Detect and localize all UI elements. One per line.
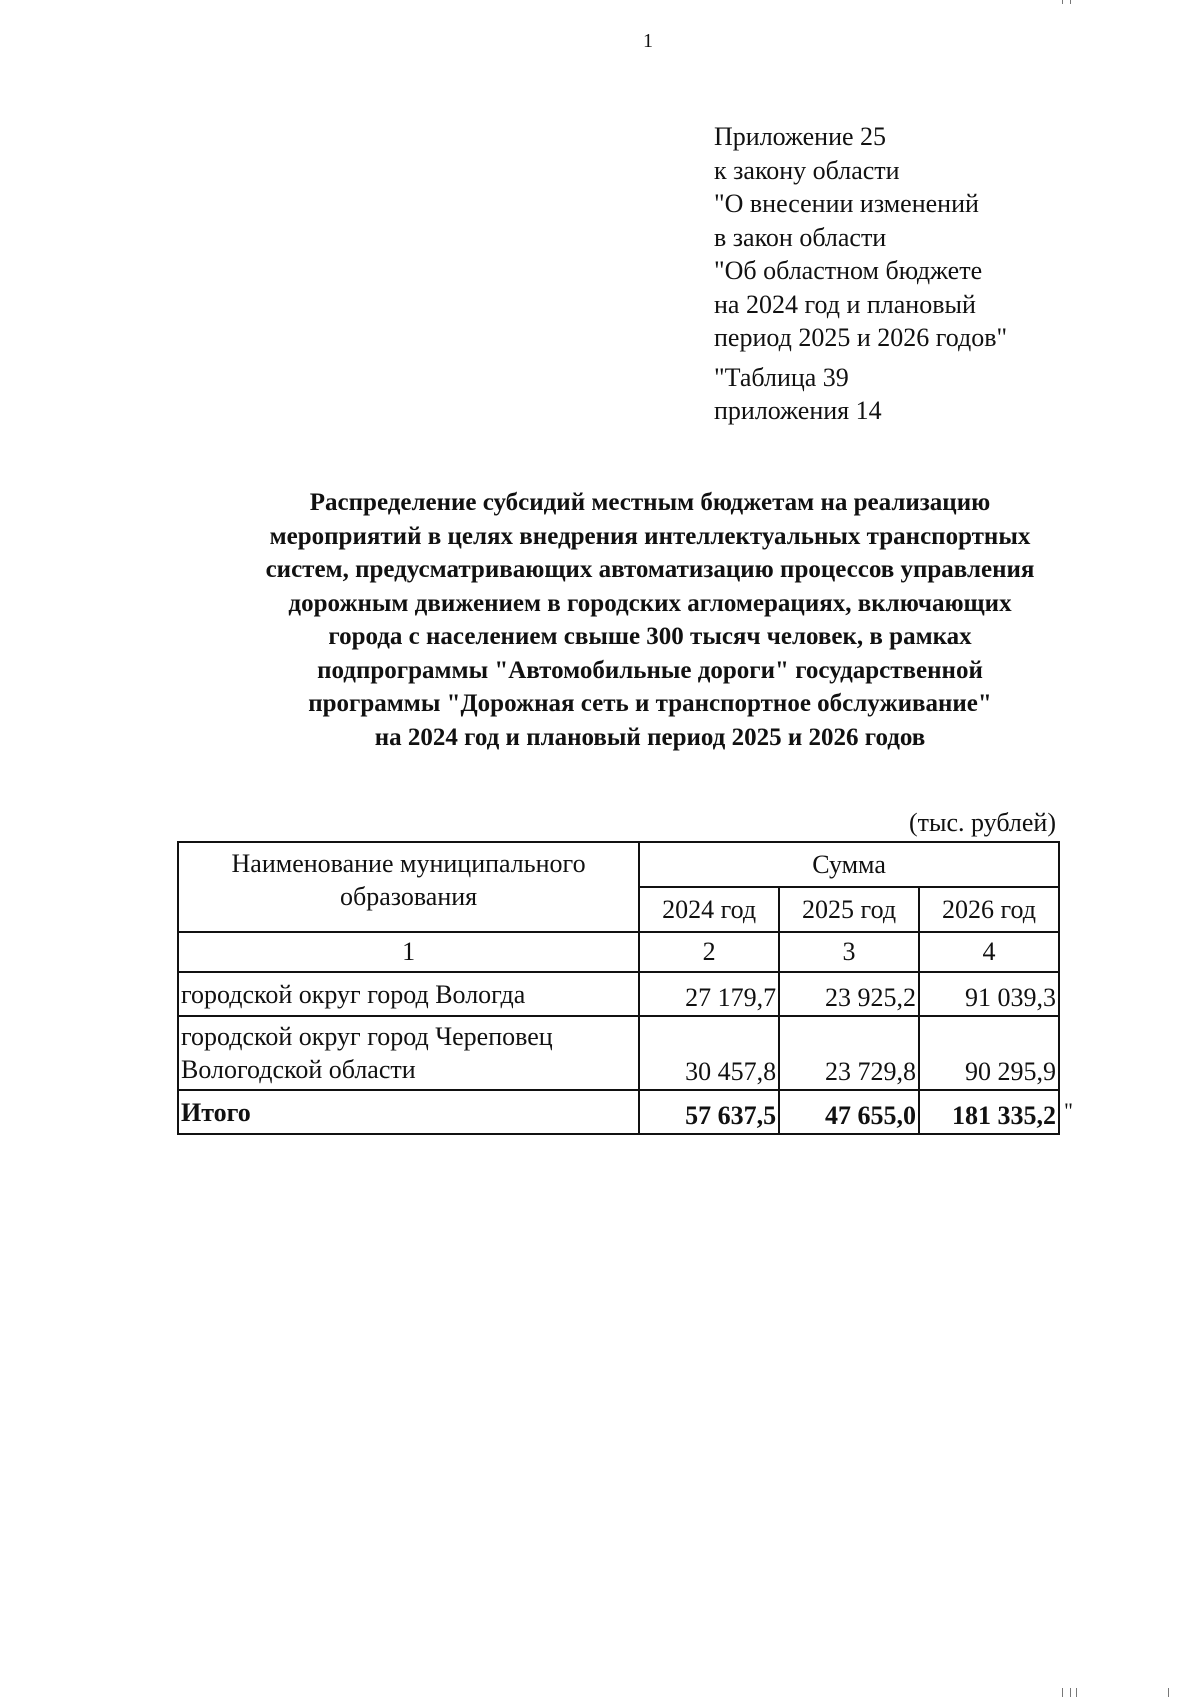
scan-artifact bbox=[1076, 1688, 1077, 1697]
total-label: Итого bbox=[178, 1090, 639, 1134]
title-line: дорожным движением в городских агломерациях, включающих bbox=[288, 589, 1012, 617]
scan-artifact bbox=[1070, 1688, 1071, 1697]
attachment-line: период 2025 и 2026 годов" bbox=[714, 323, 1008, 352]
value-2025: 23 925,2 bbox=[779, 972, 919, 1016]
attachment-line: "О внесении изменений bbox=[714, 189, 979, 218]
column-number: 1 bbox=[178, 932, 639, 972]
scan-artifact bbox=[1062, 0, 1063, 4]
total-2026: 181 335,2 bbox=[919, 1090, 1059, 1134]
units-note: (тыс. рублей) bbox=[908, 808, 1056, 837]
title-line: систем, предусматривающих автоматизацию процессов управления bbox=[265, 556, 1035, 583]
title-line: города с населением свыше 300 тысяч человек, в рамках bbox=[328, 623, 972, 650]
value-2026: 91 039,3 bbox=[919, 972, 1059, 1016]
attachment-note bbox=[714, 120, 1007, 428]
table-reference-line: "Таблица 39 bbox=[714, 362, 849, 392]
table-row bbox=[178, 1016, 1059, 1090]
title-line: программы "Дорожная сеть и транспортное обслуживание" bbox=[308, 690, 992, 717]
municipality-name: городской округ город Вологда bbox=[178, 972, 639, 1016]
table-reference-line: приложения 14 bbox=[714, 396, 882, 425]
title-line: подпрограммы "Автомобильные дороги" государственной bbox=[317, 656, 983, 684]
scan-artifact bbox=[1062, 1688, 1063, 1697]
attachment-line: "Об областном бюджете bbox=[714, 256, 983, 285]
attachment-line: к закону области bbox=[714, 155, 900, 185]
attachment-line: на 2024 год и плановый bbox=[714, 289, 976, 319]
header-sum: Сумма bbox=[639, 842, 1059, 887]
column-number: 4 bbox=[919, 932, 1059, 972]
value-2024: 30 457,8 bbox=[639, 1016, 779, 1090]
total-row bbox=[178, 1090, 1059, 1134]
document-title bbox=[150, 486, 1150, 754]
total-2024: 57 637,5 bbox=[639, 1090, 779, 1134]
subsidies-table bbox=[177, 841, 1060, 1135]
header-year-2025: 2025 год bbox=[779, 887, 919, 932]
closing-quote: " bbox=[1064, 1098, 1073, 1123]
attachment-line: в закон области bbox=[714, 222, 887, 252]
value-2026: 90 295,9 bbox=[919, 1016, 1059, 1090]
page-number: 1 bbox=[643, 30, 653, 52]
scan-artifact bbox=[1168, 1688, 1169, 1697]
value-2025: 23 729,8 bbox=[779, 1016, 919, 1090]
total-2025: 47 655,0 bbox=[779, 1090, 919, 1134]
column-number: 3 bbox=[779, 932, 919, 972]
title-line: Распределение субсидий местным бюджетам на реализацию bbox=[309, 489, 991, 516]
column-number: 2 bbox=[639, 932, 779, 972]
attachment-line: Приложение 25 bbox=[714, 122, 887, 151]
header-year-2024: 2024 год bbox=[639, 887, 779, 932]
header-municipality: Наименование муниципального образования bbox=[178, 842, 639, 932]
header-year-2026: 2026 год bbox=[919, 887, 1059, 932]
table-header-row bbox=[178, 842, 1059, 887]
municipality-name: городской округ город Череповец Вологодской области bbox=[178, 1016, 639, 1090]
table-row bbox=[178, 972, 1059, 1016]
value-2024: 27 179,7 bbox=[639, 972, 779, 1016]
title-line: мероприятий в целях внедрения интеллектуальных транспортных bbox=[269, 522, 1031, 550]
scan-artifact bbox=[1070, 0, 1071, 4]
column-number-row bbox=[178, 932, 1059, 972]
title-line: на 2024 год и плановый период 2025 и 2026 годов bbox=[374, 723, 926, 751]
